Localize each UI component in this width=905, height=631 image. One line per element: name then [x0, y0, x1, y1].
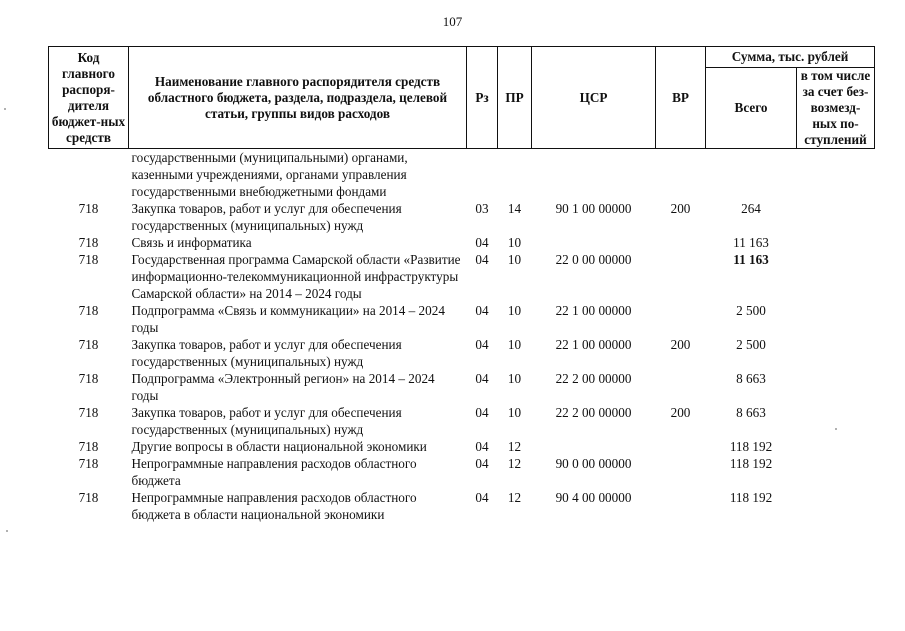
row-name: Государственная программа Самарской области «Развитие информационно-телекоммуникационной инфраструктуры Самарской области» на 2014 – 2024 годы	[131, 252, 461, 301]
row-code: 718	[78, 405, 99, 420]
row-rz	[467, 149, 498, 201]
header-sum-group: Сумма, тыс. рублей	[706, 47, 875, 68]
table-row	[49, 149, 875, 201]
row-total: 8 663	[736, 371, 766, 386]
table-row	[49, 438, 875, 455]
row-pr: 10	[507, 337, 522, 352]
table-row	[49, 200, 875, 234]
row-csr: 90 1 00 00000	[555, 201, 632, 216]
row-pr: 10	[507, 252, 522, 267]
row-pr	[498, 149, 532, 201]
row-incl	[797, 149, 875, 201]
row-total: 2 500	[736, 337, 766, 352]
row-name: Подпрограмма «Электронный регион» на 2014 – 2024 годы	[131, 371, 435, 403]
row-name: Закупка товаров, работ и услуг для обеспечения государственных (муниципальных) нужд	[131, 337, 402, 369]
row-incl	[797, 455, 875, 489]
row-incl	[797, 234, 875, 251]
row-total: 264	[741, 201, 761, 216]
row-csr	[532, 438, 656, 455]
row-pr: 10	[507, 405, 522, 420]
row-pr: 10	[507, 235, 522, 250]
row-csr	[532, 149, 656, 201]
row-code: 718	[78, 235, 99, 250]
row-rz: 04	[475, 405, 489, 420]
row-incl	[797, 404, 875, 438]
table-row	[49, 455, 875, 489]
row-total: 118 192	[729, 456, 773, 471]
row-code: 718	[78, 371, 99, 386]
row-vr	[656, 438, 706, 455]
row-total: 118 192	[729, 490, 773, 505]
row-vr	[656, 455, 706, 489]
row-vr	[656, 370, 706, 404]
row-csr: 22 2 00 00000	[555, 405, 632, 420]
table-row	[49, 370, 875, 404]
row-pr: 12	[507, 456, 522, 471]
row-vr	[656, 251, 706, 302]
row-total: 11 163	[733, 252, 769, 267]
row-vr: 200	[670, 337, 691, 352]
row-csr: 90 4 00 00000	[555, 490, 632, 505]
row-name: Связь и информатика	[131, 235, 252, 250]
row-rz: 03	[475, 201, 489, 216]
row-incl	[797, 302, 875, 336]
row-incl	[797, 251, 875, 302]
row-csr	[532, 234, 656, 251]
header-csr: ЦСР	[532, 47, 656, 149]
row-incl	[797, 489, 875, 523]
row-total	[706, 149, 797, 201]
row-code	[49, 149, 129, 201]
header-code: Код главного распоря-дителя бюджет-ных средств	[49, 47, 129, 149]
row-total: 118 192	[729, 439, 773, 454]
page-number: 107	[442, 14, 463, 29]
row-csr: 22 2 00 00000	[555, 371, 632, 386]
budget-table	[48, 46, 875, 523]
header-vr: ВР	[656, 47, 706, 149]
row-code: 718	[78, 337, 99, 352]
row-vr	[656, 302, 706, 336]
row-code: 718	[78, 252, 99, 267]
header-incl: в том числе за счет без-возмезд-ных по-ступлений	[797, 68, 875, 149]
row-total: 11 163	[733, 235, 769, 250]
table-row	[49, 404, 875, 438]
row-incl	[797, 200, 875, 234]
row-incl	[797, 438, 875, 455]
row-rz: 04	[475, 303, 489, 318]
row-name: Закупка товаров, работ и услуг для обеспечения государственных (муниципальных) нужд	[131, 405, 402, 437]
row-csr: 90 0 00 00000	[555, 456, 632, 471]
row-name: Подпрограмма «Связь и коммуникации» на 2014 – 2024 годы	[131, 303, 445, 335]
scan-speck	[835, 428, 837, 430]
row-incl	[797, 370, 875, 404]
row-code: 718	[78, 439, 99, 454]
header-total: Всего	[706, 68, 797, 149]
row-pr: 12	[507, 439, 522, 454]
row-total: 2 500	[736, 303, 766, 318]
header-pr: ПР	[498, 47, 532, 149]
row-rz: 04	[475, 337, 489, 352]
row-rz: 04	[475, 235, 489, 250]
row-vr: 200	[670, 201, 691, 216]
row-pr: 10	[507, 371, 522, 386]
row-vr	[656, 489, 706, 523]
scan-speck	[4, 108, 6, 110]
row-name: Другие вопросы в области национальной экономики	[131, 439, 427, 454]
row-name: Непрограммные направления расходов областного бюджета	[131, 456, 417, 488]
row-name: Закупка товаров, работ и услуг для обеспечения государственных (муниципальных) нужд	[131, 201, 402, 233]
row-code: 718	[78, 490, 99, 505]
header-name: Наименование главного распорядителя средств областного бюджета, раздела, подраздела, целевой статьи, группы видов расходов	[129, 47, 467, 149]
table-row	[49, 336, 875, 370]
row-name: государственными (муниципальными) органами, казенными учреждениями, органами управления государственными внебюджетными фондами	[131, 150, 408, 199]
row-csr: 22 1 00 00000	[555, 303, 632, 318]
row-rz: 04	[475, 371, 489, 386]
row-vr: 200	[670, 405, 691, 420]
row-csr: 22 1 00 00000	[555, 337, 632, 352]
row-rz: 04	[475, 252, 489, 267]
table-row	[49, 234, 875, 251]
row-vr	[656, 149, 706, 201]
scan-speck	[6, 530, 8, 532]
row-vr	[656, 234, 706, 251]
row-name: Непрограммные направления расходов областного бюджета в области национальной экономики	[131, 490, 417, 522]
row-code: 718	[78, 456, 99, 471]
row-total: 8 663	[736, 405, 766, 420]
row-csr: 22 0 00 00000	[555, 252, 632, 267]
row-code: 718	[78, 201, 99, 216]
table-row	[49, 251, 875, 302]
row-rz: 04	[475, 456, 489, 471]
row-pr: 10	[507, 303, 522, 318]
row-code: 718	[78, 303, 99, 318]
table-row	[49, 489, 875, 523]
row-pr: 14	[507, 201, 522, 216]
row-pr: 12	[507, 490, 522, 505]
header-rz: Рз	[467, 47, 498, 149]
row-rz: 04	[475, 439, 489, 454]
row-rz: 04	[475, 490, 489, 505]
table-row	[49, 302, 875, 336]
row-incl	[797, 336, 875, 370]
